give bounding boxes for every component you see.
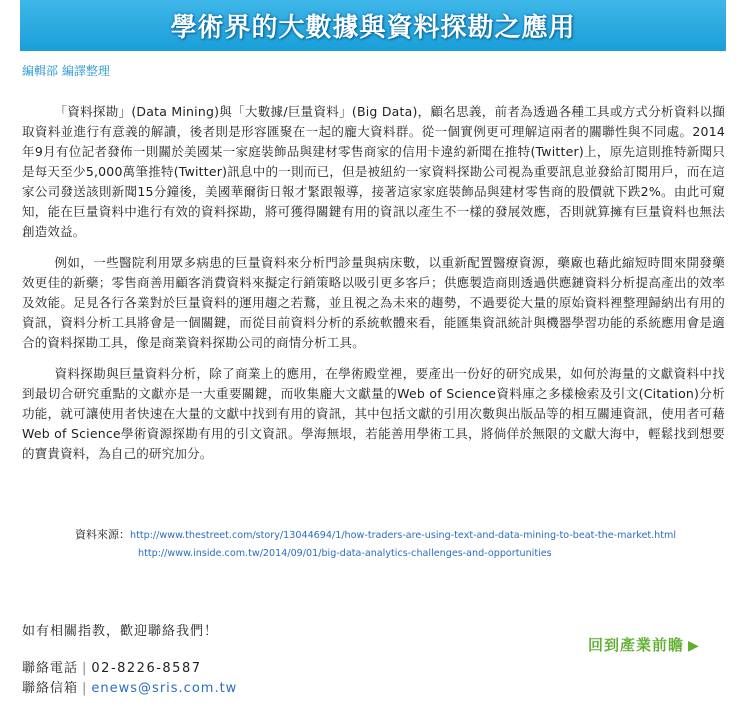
- play-arrow-icon: ▶: [688, 638, 700, 654]
- sources-block: [75, 526, 735, 562]
- article-body: [22, 102, 725, 475]
- source-link-inside[interactable]: http://www.inside.com.tw/2014/09/01/big-data-analytics-challenges-and-opportunities: [138, 548, 552, 559]
- contact-email-line: [22, 677, 237, 696]
- contact-phone-line: [22, 657, 202, 676]
- phone-label: 聯絡電話: [22, 661, 79, 676]
- editor-credit: 編輯部 編譯整理: [22, 64, 110, 78]
- contact-invite: 如有相關指教，歡迎聯絡我們！: [22, 624, 219, 639]
- article-paragraph: 資料探勘與巨量資料分析，除了商業上的應用，在學術殿堂裡，要產出一份好的研究成果，如何於海量的文獻資料中找到最切合研究重點的文獻亦是一大重要關鍵，而收集龐大文獻量的Web of Science資料庫之多樣檢索及引文(Citation)分析功能，就可讓使用者快速在大量的文獻中找到有用的資訊，其中包括文獻的引用次數與出版品等的相互關連資訊，使用者可藉Web of Science學術資源探勘有用的引文資訊。學海無垠，若能善用學術工具，將倘佯於無限的文獻大海中，輕鬆找到想要的寶貴資料，為自己的研究加分。: [22, 366, 725, 461]
- article-paragraph: 例如，一些醫院利用眾多病患的巨量資料來分析門診量與病床數，以重新配置醫療資源，藥廠也藉此縮短時間來開發藥效更佳的新藥；零售商善用顧客消費資料來擬定行銷策略以吸引更多客戶；供應製造商則透過供應鏈資料分析提高產出的效率及效能。足見各行各業對於巨量資料的運用趨之若鶩，並且視之為未來的趨勢，不過要從大量的原始資料裡整理歸納出有用的資訊，資料分析工具將會是一個關鍵，而從目前資料分析的系統軟體來看，能匯集資訊統計與機器學習功能的系統應用會是適合的資料探勘工具，像是商業資料探勘公司的商情分析工具。: [22, 255, 725, 350]
- separator: |: [82, 661, 88, 676]
- sources-label: 資料來源：: [75, 528, 130, 541]
- page-title: 學術界的大數據與資料探勘之應用: [170, 13, 576, 43]
- back-to-industry-button[interactable]: [588, 634, 700, 655]
- email-link[interactable]: enews@sris.com.tw: [91, 681, 238, 696]
- article-paragraph: 「資料探勘」(Data Mining)與「大數據/巨量資料」(Big Data)，顧名思義，前者為透過各種工具或方式分析資料以擷取資料並進行有意義的解讀，後者則是形容匯聚在一起的龐大資料群。從一個實例更可理解這兩者的關聯性與不同處。2014年9月有位記者發佈一則關於美國某一家庭裝飾品與建材零售商家的信用卡違約新聞在推特(Twitter)上，原先這則推特新聞只是每天至少5,000萬筆推特(Twitter)訊息中的一則而已，但是被紐約一家資料探勘公司視為重要訊息並發給訂閱用戶，而在這家公司發送該則新聞15分鐘後，美國華爾街日報才緊跟報導，接著這家家庭裝飾品與建材零售商的股價就下跌2%。由此可窺知，能在巨量資料中進行有效的資料探勘，將可獲得關鍵有用的資訊以產生不一樣的發展效應，否則就算擁有巨量資料也無法創造效益。: [22, 104, 725, 239]
- header-banner: [20, 0, 726, 51]
- email-label: 聯絡信箱: [22, 681, 79, 696]
- source-link-thestreet[interactable]: http://www.thestreet.com/story/13044694/1/how-traders-are-using-text-and-data-mining-to-beat-the-market.html: [130, 530, 677, 541]
- back-label: 回到產業前瞻: [588, 636, 685, 654]
- phone-number: 02-8226-8587: [91, 661, 202, 676]
- separator: |: [82, 681, 88, 696]
